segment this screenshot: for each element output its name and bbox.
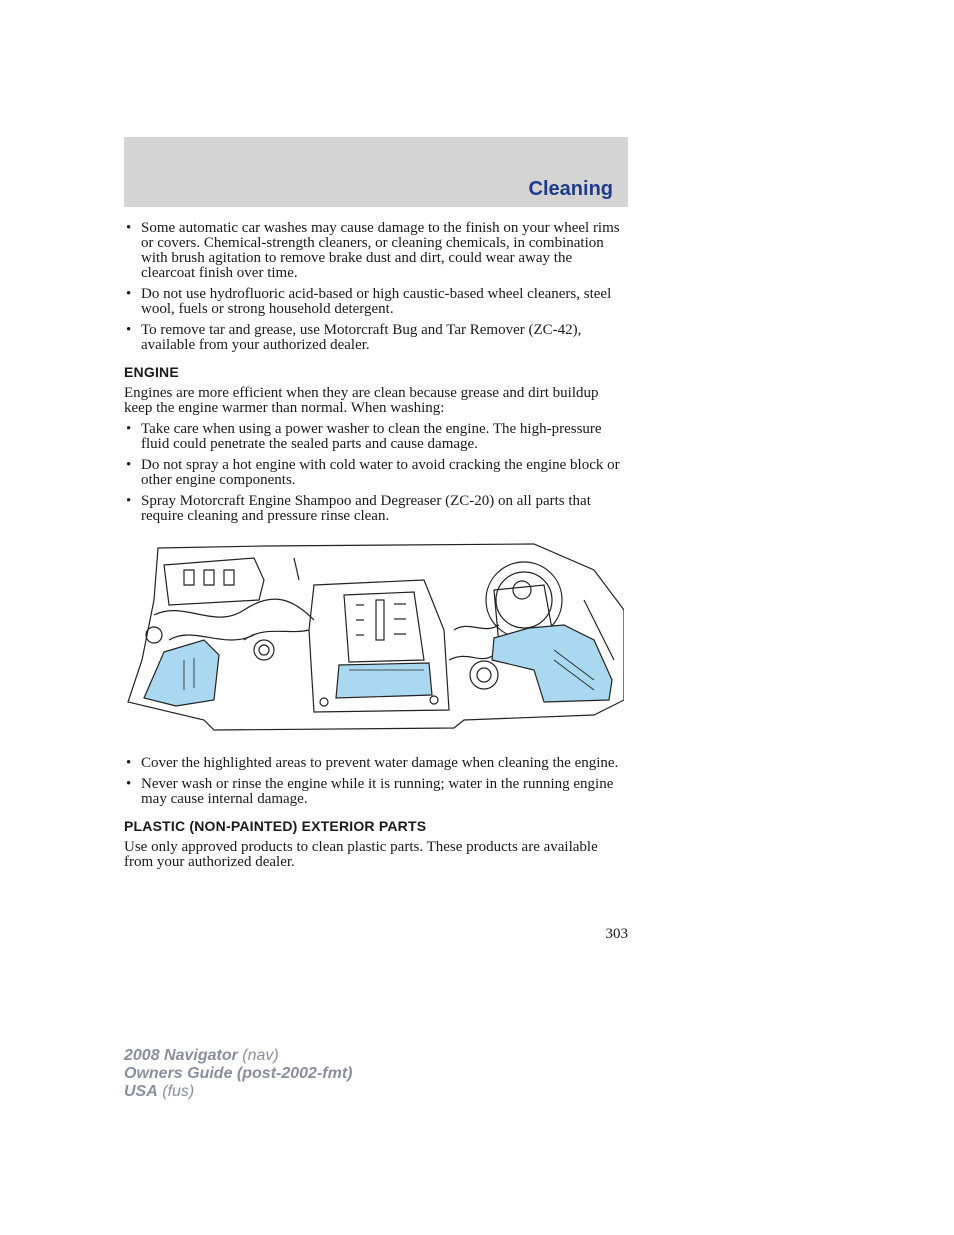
engine-bullet-list	[124, 422, 624, 524]
highlight-center-box	[336, 663, 432, 698]
footer-line-2	[124, 1065, 352, 1083]
footer-market-code: (fus)	[162, 1083, 195, 1100]
section-heading-engine: ENGINE	[124, 364, 179, 380]
footer-market: USA	[124, 1083, 158, 1100]
main-content	[124, 221, 624, 876]
list-item: • Spray Motorcraft Engine Shampoo and Degreaser (ZC-20) on all parts that require cleaning and pressure rinse clean.	[124, 494, 624, 524]
document-footer	[124, 1047, 352, 1101]
list-item: • To remove tar and grease, use Motorcraft Bug and Tar Remover (ZC-42), available from your authorized dealer.	[124, 323, 624, 353]
highlight-left-box	[144, 640, 219, 706]
engine-paragraph: Engines are more efficient when they are clean because grease and dirt buildup keep the engine warmer than normal. When washing:	[124, 385, 599, 416]
footer-line-3	[124, 1083, 352, 1101]
header-band	[124, 137, 628, 207]
intro-bullet-list	[124, 221, 624, 353]
list-item: • Cover the highlighted areas to prevent water damage when cleaning the engine.	[124, 756, 624, 771]
engine-after-bullet-list	[124, 756, 624, 807]
highlight-right-box	[492, 625, 612, 702]
engine-compartment-illustration	[124, 540, 624, 740]
list-item: • Some automatic car washes may cause damage to the finish on your wheel rims or covers. Chemical-strength cleaners, or cleaning chemicals, in combination with brush agitation to remove brake dust and dirt, could wear away the clearcoat finish over time.	[124, 221, 624, 281]
page-number: 303	[605, 926, 628, 942]
footer-guide: Owners Guide (post-2002-fmt)	[124, 1065, 353, 1082]
engine-diagram-svg	[124, 540, 624, 740]
plastic-paragraph: Use only approved products to clean plastic parts. These products are available from your authorized dealer.	[124, 839, 598, 870]
footer-model-code: (nav)	[242, 1047, 279, 1064]
list-item: • Do not spray a hot engine with cold water to avoid cracking the engine block or other engine components.	[124, 458, 624, 488]
footer-line-1	[124, 1047, 352, 1065]
list-item: • Never wash or rinse the engine while it is running; water in the running engine may cause internal damage.	[124, 777, 624, 807]
list-item: • Take care when using a power washer to clean the engine. The high-pressure fluid could penetrate the sealed parts and cause damage.	[124, 422, 624, 452]
page-title: Cleaning	[528, 178, 613, 200]
footer-model: 2008 Navigator	[124, 1047, 238, 1064]
highlight-regions	[144, 625, 612, 706]
section-heading-plastic: PLASTIC (NON-PAINTED) EXTERIOR PARTS	[124, 818, 427, 834]
list-item: • Do not use hydrofluoric acid-based or high caustic-based wheel cleaners, steel wool, fuels or strong household detergent.	[124, 287, 624, 317]
